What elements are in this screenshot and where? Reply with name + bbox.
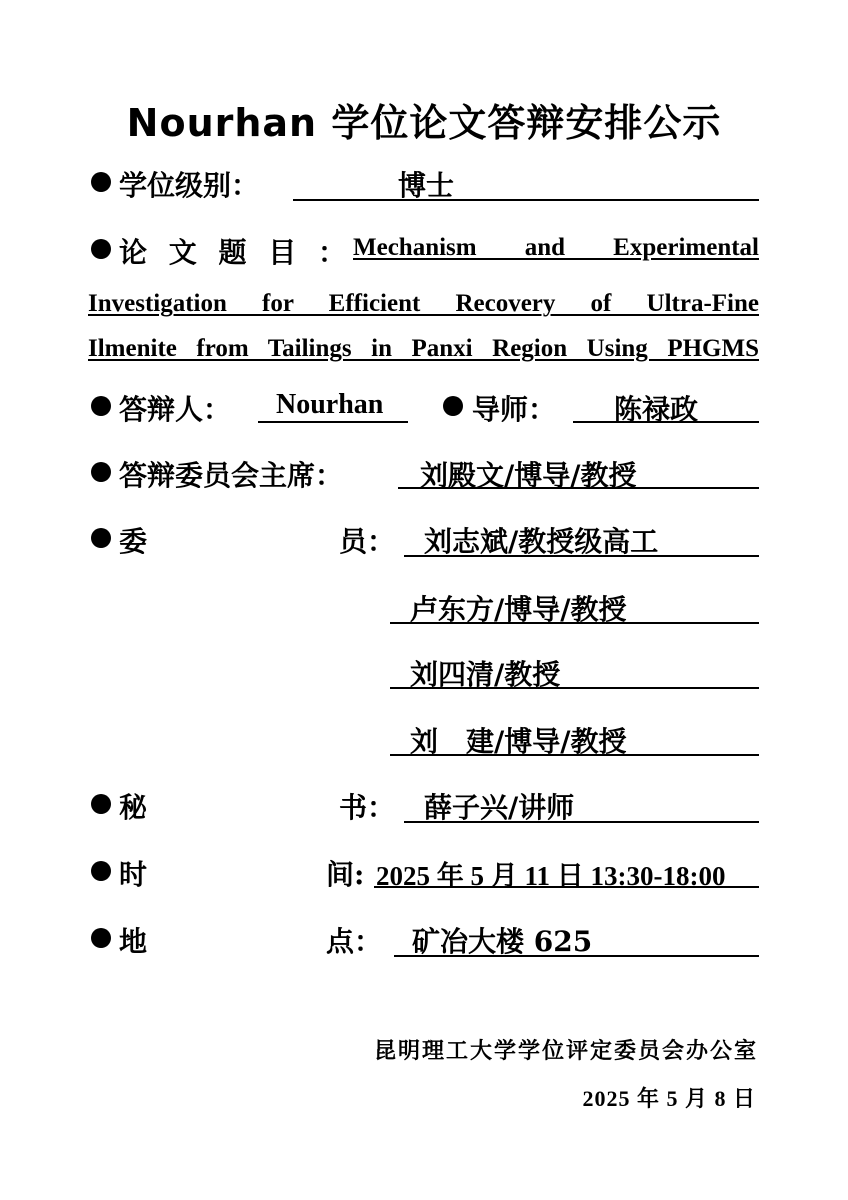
thesis-title-line-1: Mechanism and Experimental xyxy=(353,234,759,261)
bullet-icon xyxy=(91,528,111,548)
place-label-left: 地 xyxy=(119,925,148,958)
time-label-left: 时 xyxy=(119,858,148,891)
bullet-icon xyxy=(91,794,111,814)
bullet-icon xyxy=(91,172,111,192)
member-name: 卢东方/博导/教授 xyxy=(410,593,627,626)
bullet-icon xyxy=(91,928,111,948)
time-value: 2025 年 5 月 11 日 13:30-18:00 xyxy=(376,861,726,891)
issue-date: 2025 年 5 月 8 日 xyxy=(582,1086,756,1111)
member-name: 刘四清/教授 xyxy=(410,658,561,691)
advisor-value: 陈禄政 xyxy=(614,393,699,426)
degree-label: 学位级别： xyxy=(119,169,260,202)
secretary-label-right: 书： xyxy=(339,791,396,824)
thesis-title-line-2: Investigation for Efficient Recovery of Ultra-Fine xyxy=(88,290,759,317)
bullet-icon xyxy=(91,396,111,416)
members-label-left: 委 xyxy=(119,525,148,558)
bullet-icon xyxy=(443,396,463,416)
chair-label: 答辩委员会主席： xyxy=(119,459,344,492)
time-label-right: 间: xyxy=(326,858,365,891)
thesis-title-line-3: Ilmenite from Tailings in Panxi Region Using PHGMS xyxy=(88,335,759,362)
page-title: Nourhan 学位论文答辩安排公示 xyxy=(126,101,722,145)
bullet-icon xyxy=(91,462,111,482)
bullet-icon xyxy=(91,239,111,259)
advisor-label: 导师： xyxy=(472,393,557,426)
issuing-office: 昆明理工大学学位评定委员会办公室 xyxy=(373,1038,758,1064)
thesis-label: 论 文 题 目 ： xyxy=(119,236,352,269)
secretary-value: 薛子兴/讲师 xyxy=(424,791,575,824)
chair-value: 刘殿文/博导/教授 xyxy=(420,459,637,492)
place-value: 矿冶大楼 625 xyxy=(412,925,593,958)
place-label-right: 点： xyxy=(326,925,383,958)
bullet-icon xyxy=(91,861,111,881)
respondent-value: Nourhan xyxy=(276,389,384,420)
degree-underline xyxy=(293,163,759,201)
secretary-label-left: 秘 xyxy=(119,791,148,824)
members-label-right: 员： xyxy=(339,525,396,558)
respondent-label: 答辩人： xyxy=(119,393,232,426)
member-name: 刘 建/博导/教授 xyxy=(410,725,627,758)
member-name: 刘志斌/教授级高工 xyxy=(424,525,659,558)
degree-value: 博士 xyxy=(398,169,455,202)
